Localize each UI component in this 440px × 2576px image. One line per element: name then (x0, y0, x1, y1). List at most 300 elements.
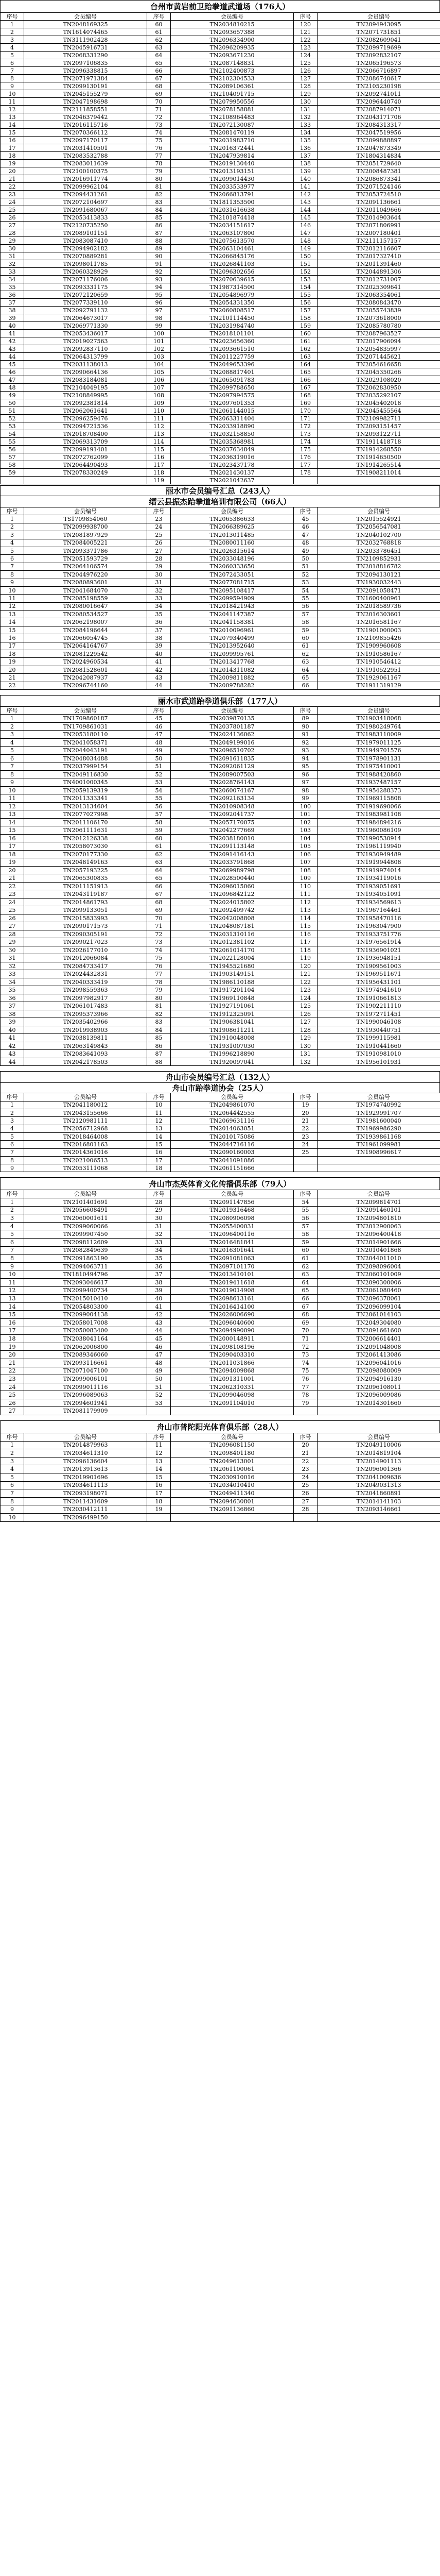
seq-cell: 168 (294, 392, 318, 399)
member-id-cell: TN2091311001 (171, 1375, 294, 1383)
seq-cell: 3 (1, 36, 24, 44)
member-id-cell: TN2099011116 (24, 1383, 147, 1391)
member-id-cell: TN2043171706 (318, 113, 440, 121)
seq-cell: 31 (1, 252, 24, 260)
member-id-cell: TN1919974014 (318, 866, 440, 874)
seq-cell: 69 (147, 906, 171, 914)
table-row (1, 1359, 440, 1367)
member-id-cell: TN2094902182 (24, 245, 147, 252)
seq-cell: 23 (294, 1132, 318, 1140)
member-id-cell: TN2049304080 (318, 1318, 440, 1327)
seq-cell: 104 (294, 834, 318, 842)
table-row (1, 1505, 440, 1514)
seq-cell: 32 (147, 1230, 171, 1239)
seq-cell: 66 (294, 682, 318, 689)
member-id-cell: TN2061014170 (171, 946, 294, 954)
table-row (1, 82, 440, 90)
table-row (1, 1302, 440, 1311)
member-id-cell: TN2031984740 (171, 322, 294, 330)
seq-cell: 29 (1, 237, 24, 245)
table-row (1, 1327, 440, 1335)
member-id-cell: TN2091104010 (171, 1399, 294, 1407)
seq-cell: 117 (294, 938, 318, 946)
seq-cell: 12 (1, 602, 24, 610)
seq-cell: 84 (147, 206, 171, 214)
member-id-cell: TN2054896979 (171, 291, 294, 299)
seq-cell: 26 (294, 1489, 318, 1498)
seq-cell: 43 (1, 345, 24, 353)
table-row (1, 446, 440, 453)
seq-cell: 35 (147, 1255, 171, 1263)
seq-cell: 165 (294, 368, 318, 376)
member-id-cell: TN2071047100 (24, 1367, 147, 1375)
member-id-cell: TN2049031313 (318, 1481, 440, 1489)
member-id-cell: TN2093657388 (171, 28, 294, 36)
seq-cell: 154 (294, 283, 318, 291)
member-id-cell: TN2056608491 (24, 1206, 147, 1214)
seq-cell: 30 (1, 946, 24, 954)
section-title: 舟山市普陀阳光体育俱乐部（28人） (0, 1420, 440, 1433)
roster-section (0, 695, 440, 1072)
member-id-cell: TN2039870135 (171, 715, 294, 723)
member-id-cell: TN2011227759 (171, 353, 294, 361)
seq-cell: 72 (147, 113, 171, 121)
seq-cell: 45 (147, 715, 171, 723)
table-row (1, 28, 440, 36)
member-id-cell: TN2120735250 (24, 222, 147, 229)
member-id-cell: TN2008487381 (318, 167, 440, 175)
seq-cell: 57 (1, 453, 24, 461)
member-id-cell: TN2011151913 (24, 882, 147, 890)
member-id-cell: TN2099814701 (318, 1198, 440, 1207)
member-id-cell: TN2054331350 (171, 299, 294, 307)
seq-cell: 16 (147, 1481, 171, 1489)
seq-cell: 24 (1, 198, 24, 206)
roster-section (0, 1177, 440, 1420)
seq-cell: 14 (1, 1302, 24, 1311)
seq-cell: 45 (147, 1335, 171, 1343)
seq-cell: 62 (147, 850, 171, 858)
seq-cell: 105 (294, 842, 318, 851)
member-id-cell: TN1979011125 (318, 738, 440, 747)
seq-cell: 16 (1, 834, 24, 842)
seq-cell: 10 (1, 1270, 24, 1279)
member-id-cell: TN2092163134 (171, 794, 294, 803)
member-id-cell: TN2019014908 (171, 1286, 294, 1295)
member-id-cell: TN2093661510 (171, 345, 294, 353)
member-id-cell: TN2054835997 (318, 345, 440, 353)
seq-cell: 103 (147, 353, 171, 361)
member-id-cell: TN2097994575 (171, 392, 294, 399)
seq-cell: 63 (294, 1270, 318, 1279)
member-id-cell: TN1901000003 (318, 626, 440, 634)
table-row (1, 858, 440, 867)
member-id-cell: TN2099046098 (171, 1391, 294, 1399)
table-row (1, 415, 440, 422)
member-id-cell: TN2062310331 (171, 1383, 294, 1391)
seq-cell: 169 (294, 399, 318, 407)
table-row (1, 611, 440, 618)
seq-cell: 22 (1, 682, 24, 689)
member-id-cell: TN2031410501 (24, 144, 147, 152)
member-id-cell: TN2097601353 (171, 399, 294, 407)
member-id-cell: TN2048087181 (171, 922, 294, 930)
header-seq: 序号 (147, 1093, 171, 1101)
member-id-cell: TN1984894216 (318, 818, 440, 826)
member-id-cell: TN2038180010 (171, 834, 294, 842)
seq-cell: 57 (294, 1222, 318, 1230)
member-id-cell: TN2111157157 (318, 237, 440, 245)
member-id-cell: TN2092041737 (171, 810, 294, 819)
seq-cell: 174 (294, 438, 318, 446)
member-id-cell: TN2049116830 (24, 770, 147, 778)
member-id-cell: TN2096209935 (171, 44, 294, 52)
seq-cell: 58 (294, 618, 318, 626)
member-id-cell: TN2096040600 (171, 1318, 294, 1327)
table-row (1, 1042, 440, 1050)
seq-cell: 125 (294, 59, 318, 67)
seq-cell: 62 (147, 36, 171, 44)
member-id-cell: TN2047939814 (171, 152, 294, 160)
member-id-cell: TN2014361016 (24, 1148, 147, 1156)
seq-cell: 18 (1, 650, 24, 658)
member-id-cell: TN2017327410 (318, 252, 440, 260)
seq-cell: 101 (147, 337, 171, 345)
seq-cell: 89 (147, 245, 171, 252)
member-id-cell: TN2087148831 (171, 59, 294, 67)
seq-cell: 45 (1, 361, 24, 368)
member-id-cell: TN2096338815 (24, 67, 147, 75)
seq-cell: 126 (294, 67, 318, 75)
seq-cell: 74 (147, 946, 171, 954)
member-id-cell: TN1910661813 (318, 994, 440, 1002)
member-id-cell: TN2111858551 (24, 106, 147, 113)
table-header-row (1, 13, 440, 21)
table-row (1, 818, 440, 826)
member-id-cell: TS1709854060 (24, 515, 147, 523)
seq-cell: 148 (294, 237, 318, 245)
member-id-cell: TN2012381102 (171, 938, 294, 946)
member-id-cell: TN2085780780 (318, 322, 440, 330)
roster-section (0, 485, 440, 695)
member-id-cell: TN2072762099 (24, 453, 147, 461)
member-id-cell: TN2014901666 (318, 1239, 440, 1247)
member-id-cell: TN2080011160 (171, 539, 294, 547)
member-id-cell: TN2053413833 (24, 214, 147, 222)
seq-cell: 75 (147, 954, 171, 962)
member-id-cell: TN2066813791 (171, 191, 294, 198)
member-id-cell: TN2071445621 (318, 353, 440, 361)
member-id-cell: TN2049613001 (171, 1457, 294, 1465)
seq-cell: 26 (1, 214, 24, 222)
table-row (1, 906, 440, 914)
member-id-cell: TN2023437178 (171, 461, 294, 469)
member-id-cell: TN1908611211 (171, 1026, 294, 1034)
member-id-cell: TN2096400116 (171, 1230, 294, 1239)
seq-cell: 15 (147, 1141, 171, 1148)
seq-cell: 89 (294, 715, 318, 723)
member-id-cell: TN2048169325 (24, 21, 147, 28)
seq-cell: 83 (147, 198, 171, 206)
seq-cell: 21 (294, 1449, 318, 1458)
seq-cell: 15 (1, 626, 24, 634)
seq-cell (147, 1514, 171, 1522)
roster-table (0, 1190, 440, 1415)
member-id-cell: TN2019411618 (171, 1278, 294, 1286)
seq-cell: 12 (147, 1117, 171, 1125)
seq-cell: 129 (294, 90, 318, 98)
member-id-cell: TN1929061167 (318, 674, 440, 682)
seq-cell: 43 (147, 1318, 171, 1327)
member-id-cell: TN2042008808 (171, 914, 294, 922)
member-id-cell: TN2081470119 (171, 129, 294, 137)
member-id-cell: TN2099060066 (24, 1222, 147, 1230)
header-member-id: 会员编号 (24, 1433, 147, 1442)
seq-cell: 41 (147, 658, 171, 666)
member-id-cell: TN2077339110 (24, 299, 147, 307)
member-id-cell: TN2061017483 (24, 1002, 147, 1010)
seq-cell: 54 (147, 786, 171, 794)
seq-cell: 90 (147, 252, 171, 260)
seq-cell: 32 (1, 962, 24, 970)
seq-cell: 29 (147, 1206, 171, 1214)
member-id-cell: TN1990530914 (318, 834, 440, 842)
table-row (1, 1399, 440, 1407)
seq-cell: 36 (1, 994, 24, 1002)
seq-cell: 73 (294, 1351, 318, 1359)
seq-cell: 11 (147, 1109, 171, 1117)
seq-cell: 152 (294, 268, 318, 276)
member-id-cell: TN2047198698 (24, 98, 147, 106)
member-id-cell: TN2013410101 (171, 1270, 294, 1279)
seq-cell: 11 (1, 794, 24, 803)
member-id-cell: TN1912325091 (171, 1010, 294, 1018)
member-id-cell: TN2078330249 (24, 469, 147, 477)
seq-cell: 75 (294, 1367, 318, 1375)
member-id-cell: TN1919690066 (318, 802, 440, 810)
member-id-cell: TN2083641093 (24, 1050, 147, 1058)
member-id-cell: TN2092409742 (171, 906, 294, 914)
member-id-cell: TN1975410001 (318, 762, 440, 771)
seq-cell: 163 (294, 353, 318, 361)
table-row (1, 1164, 440, 1172)
table-row (1, 345, 440, 353)
member-id-cell: TN2066389625 (171, 523, 294, 531)
member-id-cell: TN2022128004 (171, 954, 294, 962)
seq-cell: 53 (294, 579, 318, 586)
seq-cell: 9 (1, 1262, 24, 1270)
member-id-cell: TN2049861070 (171, 1101, 294, 1109)
seq-cell: 12 (1, 106, 24, 113)
seq-cell: 33 (1, 268, 24, 276)
table-row (1, 1246, 440, 1255)
seq-cell: 1 (1, 715, 24, 723)
member-id-cell: TN2091081063 (171, 1255, 294, 1263)
table-row (1, 1391, 440, 1399)
seq-cell: 42 (147, 1311, 171, 1319)
seq-cell: 55 (294, 595, 318, 602)
table-row (1, 882, 440, 890)
seq-cell: 18 (1, 152, 24, 160)
table-row (1, 222, 440, 229)
member-id-cell: TN2049653396 (171, 361, 294, 368)
header-seq: 序号 (1, 13, 24, 21)
seq-cell: 1 (1, 1101, 24, 1109)
seq-cell: 151 (294, 260, 318, 268)
member-id-cell: TN1910048008 (171, 1034, 294, 1042)
seq-cell: 25 (1, 206, 24, 214)
table-row (1, 930, 440, 938)
seq-cell: 8 (1, 571, 24, 579)
member-id-cell: TN2099788650 (171, 384, 294, 392)
member-id-cell: TN1983981108 (318, 810, 440, 819)
table-row (1, 674, 440, 682)
seq-cell: 6 (1, 1239, 24, 1247)
seq-cell: 18 (1, 1335, 24, 1343)
seq-cell: 64 (294, 1278, 318, 1286)
member-id-cell: TN2065386633 (171, 515, 294, 523)
member-id-cell: TN2099014430 (171, 175, 294, 183)
member-id-cell: TN2089007503 (171, 770, 294, 778)
seq-cell: 51 (147, 1383, 171, 1391)
seq-cell: 116 (147, 453, 171, 461)
seq-cell: 108 (294, 866, 318, 874)
member-id-cell: TN1963047900 (318, 922, 440, 930)
seq-cell: 93 (147, 276, 171, 283)
table-row (1, 802, 440, 810)
seq-cell: 53 (147, 1399, 171, 1407)
seq-cell: 76 (147, 962, 171, 970)
seq-cell: 3 (1, 1214, 24, 1223)
table-row (1, 1156, 440, 1164)
member-id-cell: TN2006614401 (318, 1335, 440, 1343)
table-row (1, 438, 440, 446)
member-id-cell: TN2091863190 (24, 1255, 147, 1263)
member-id-cell: TN2011333341 (24, 794, 147, 803)
member-id-cell: TN2081179909 (24, 1407, 147, 1415)
seq-cell: 29 (1, 938, 24, 946)
seq-cell: 14 (1, 121, 24, 129)
member-id-cell: TN2109855426 (318, 634, 440, 642)
seq-cell: 47 (294, 531, 318, 539)
seq-cell: 4 (1, 1222, 24, 1230)
seq-cell: 6 (1, 555, 24, 563)
seq-cell: 150 (294, 252, 318, 260)
member-id-cell (318, 1514, 440, 1522)
seq-cell: 84 (147, 1026, 171, 1034)
member-id-cell: TN2033048196 (171, 555, 294, 563)
member-id-cell: TN2012126338 (24, 834, 147, 842)
member-id-cell: TN2016911774 (24, 175, 147, 183)
seq-cell: 15 (1, 826, 24, 835)
member-id-cell: TN2019027563 (24, 337, 147, 345)
member-id-cell: TN1937487157 (318, 778, 440, 787)
table-row (1, 994, 440, 1002)
seq-cell: 109 (294, 874, 318, 883)
section-subtitle: 缙云县振杰跆拳道培训有限公司（66人） (0, 496, 440, 507)
seq-cell: 44 (1, 353, 24, 361)
member-id-cell: TN2082609041 (318, 36, 440, 44)
member-id-cell: TN2026841103 (171, 260, 294, 268)
seq-cell: 1 (1, 1198, 24, 1207)
table-row (1, 970, 440, 978)
member-id-cell: TN1811353500 (171, 198, 294, 206)
member-id-cell: TN2098011785 (24, 260, 147, 268)
member-id-cell: TN2096259476 (24, 415, 147, 422)
seq-cell: 88 (147, 1058, 171, 1066)
seq-cell: 34 (147, 1246, 171, 1255)
member-id-cell: TN2061014103 (318, 1311, 440, 1319)
table-header-row (1, 507, 440, 515)
seq-cell: 119 (147, 477, 171, 484)
member-id-cell: TN1969986290 (318, 1125, 440, 1132)
seq-cell: 47 (147, 731, 171, 739)
member-id-cell: TN2096744160 (24, 682, 147, 689)
member-id-cell: TN2057193225 (24, 866, 147, 874)
seq-cell: 23 (147, 515, 171, 523)
member-id-cell: TN2049110006 (318, 1441, 440, 1449)
seq-cell: 85 (147, 1034, 171, 1042)
seq-cell: 30 (147, 571, 171, 579)
table-row (1, 1141, 440, 1148)
member-id-cell: TN2080893601 (24, 579, 147, 586)
member-id-cell: TN1933751776 (318, 930, 440, 938)
seq-cell: 14 (1, 618, 24, 626)
roster-table (0, 1093, 440, 1172)
member-id-cell: TN2087963527 (318, 330, 440, 337)
seq-cell: 19 (1, 658, 24, 666)
member-id-cell: TN1969511671 (318, 970, 440, 978)
member-id-cell: TN2096302656 (171, 268, 294, 276)
table-row (1, 1206, 440, 1214)
member-id-cell: TN1980249764 (318, 722, 440, 731)
seq-cell: 27 (294, 1497, 318, 1505)
seq-cell: 41 (1, 330, 24, 337)
header-seq: 序号 (147, 1190, 171, 1198)
roster-table (0, 12, 440, 484)
member-id-cell: TN2064313799 (24, 353, 147, 361)
seq-cell: 51 (294, 563, 318, 570)
seq-cell: 18 (147, 1497, 171, 1505)
member-id-cell: TN2024432831 (24, 970, 147, 978)
header-member-id: 会员编号 (318, 1190, 440, 1198)
seq-cell: 74 (294, 1359, 318, 1367)
seq-cell: 162 (294, 345, 318, 353)
member-id-cell: TN2017906094 (318, 337, 440, 345)
member-id-cell: TN2109982711 (318, 415, 440, 422)
seq-cell: 122 (294, 36, 318, 44)
member-id-cell: TN2034611113 (24, 1481, 147, 1489)
seq-cell: 10 (1, 786, 24, 794)
member-id-cell: TN2098613161 (171, 1295, 294, 1303)
seq-cell: 85 (147, 214, 171, 222)
table-row (1, 268, 440, 276)
table-header-row (1, 1190, 440, 1198)
seq-cell: 76 (147, 144, 171, 152)
table-row (1, 666, 440, 673)
seq-cell: 82 (147, 191, 171, 198)
member-id-cell: TN2041158381 (171, 618, 294, 626)
seq-cell: 114 (147, 438, 171, 446)
seq-cell: 9 (1, 82, 24, 90)
member-id-cell: TN2101401691 (24, 1198, 147, 1207)
seq-cell: 145 (294, 214, 318, 222)
member-id-cell: TN4001000345 (24, 778, 147, 787)
table-row (1, 715, 440, 723)
member-id-cell: TN2045916731 (24, 44, 147, 52)
seq-cell: 33 (147, 595, 171, 602)
member-id-cell: TN2091611835 (171, 754, 294, 762)
